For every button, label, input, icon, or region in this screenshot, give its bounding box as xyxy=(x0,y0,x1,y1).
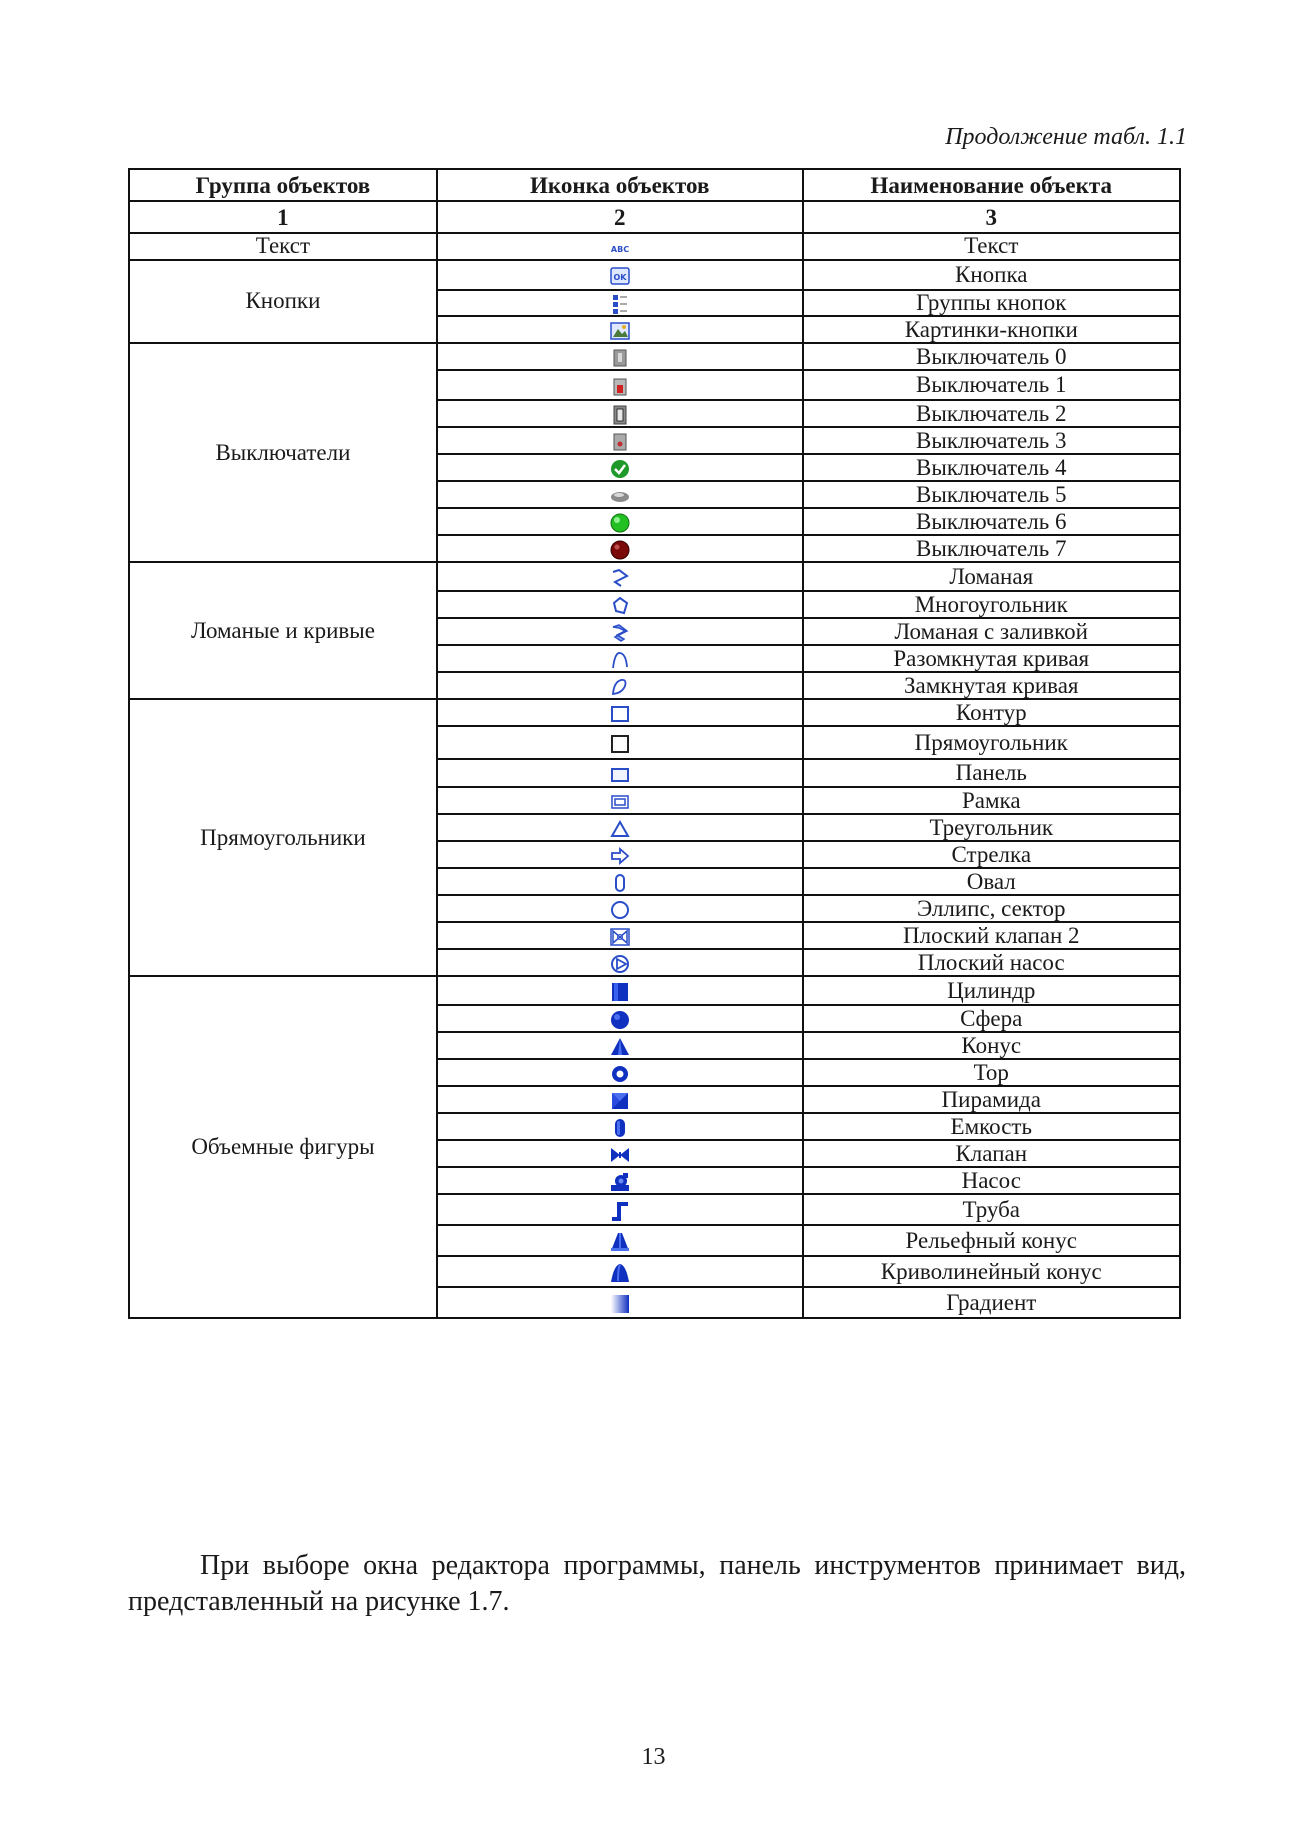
group-name: Объемные фигуры xyxy=(129,976,437,1318)
object-name: Насос xyxy=(803,1167,1180,1194)
object-icon-cell xyxy=(437,1005,803,1032)
table-row xyxy=(129,260,1180,290)
cone-icon xyxy=(609,1036,631,1058)
pipe-icon xyxy=(609,1200,631,1222)
curved-cone-icon xyxy=(609,1262,631,1284)
object-name: Ломаная с заливкой xyxy=(803,618,1180,645)
svg-text:OK: OK xyxy=(613,273,627,283)
object-icon-cell xyxy=(437,672,803,699)
object-name: Цилиндр xyxy=(803,976,1180,1005)
object-name: Рельефный конус xyxy=(803,1225,1180,1256)
object-icon-cell xyxy=(437,868,803,895)
object-icon-cell xyxy=(437,645,803,672)
object-name: Выключатель 3 xyxy=(803,427,1180,454)
header-group: Группа объектов xyxy=(129,169,437,201)
object-name: Плоский клапан 2 xyxy=(803,922,1180,949)
object-name: Выключатель 5 xyxy=(803,481,1180,508)
panel-icon xyxy=(609,764,631,786)
object-name: Ломаная xyxy=(803,562,1180,591)
object-icon-cell xyxy=(437,591,803,618)
object-name: Клапан xyxy=(803,1140,1180,1167)
object-name: Плоский насос xyxy=(803,949,1180,976)
object-name: Сфера xyxy=(803,1005,1180,1032)
object-icon-cell xyxy=(437,535,803,562)
object-icon-cell xyxy=(437,1113,803,1140)
object-name: Криволинейный конус xyxy=(803,1256,1180,1287)
object-name: Контур xyxy=(803,699,1180,726)
object-icon-cell xyxy=(437,1059,803,1086)
switch-1-icon xyxy=(609,376,631,398)
filled-polyline-icon xyxy=(609,622,631,644)
object-icon-cell xyxy=(437,895,803,922)
svg-text:ABC: ABC xyxy=(610,244,629,254)
flat-pump-icon xyxy=(609,953,631,975)
ok-button-icon xyxy=(609,265,631,287)
object-name: Картинки-кнопки xyxy=(803,316,1180,343)
object-icon-cell xyxy=(437,1194,803,1225)
object-name: Замкнутая кривая xyxy=(803,672,1180,699)
group-name: Ломаные и кривые xyxy=(129,562,437,699)
object-name: Рамка xyxy=(803,787,1180,814)
object-icon-cell xyxy=(437,233,803,260)
table-row xyxy=(129,699,1180,726)
table-continuation-caption: Продолжение табл. 1.1 xyxy=(945,124,1187,150)
object-icon-cell xyxy=(437,508,803,535)
object-icon-cell xyxy=(437,1086,803,1113)
object-icon-cell xyxy=(437,922,803,949)
object-icon-cell xyxy=(437,290,803,317)
switch-0-icon xyxy=(609,347,631,369)
table-row xyxy=(129,562,1180,591)
object-icon-cell xyxy=(437,949,803,976)
sphere-icon xyxy=(609,1009,631,1031)
group-name: Текст xyxy=(129,233,437,260)
object-name: Группы кнопок xyxy=(803,290,1180,317)
body-paragraph xyxy=(128,1548,1186,1620)
object-icon-cell xyxy=(437,562,803,591)
object-icon-cell xyxy=(437,316,803,343)
object-icon-cell xyxy=(437,1167,803,1194)
table-row xyxy=(129,233,1180,260)
header-name: Наименование объекта xyxy=(803,169,1180,201)
cylinder-icon xyxy=(609,981,631,1003)
object-icon-cell xyxy=(437,260,803,290)
group-name: Выключатели xyxy=(129,343,437,562)
object-name: Градиент xyxy=(803,1287,1180,1318)
polyline-icon xyxy=(609,567,631,589)
torus-icon xyxy=(609,1063,631,1085)
pump-icon xyxy=(609,1171,631,1193)
paragraph-text: При выборе окна редактора программы, панель инструментов принимает вид, представленный на рисунке 1.7. xyxy=(128,1550,1186,1617)
valve-icon xyxy=(609,1144,631,1166)
object-name: Пирамида xyxy=(803,1086,1180,1113)
table-header-row xyxy=(129,169,1180,201)
object-icon-cell xyxy=(437,787,803,814)
object-icon-cell xyxy=(437,1287,803,1318)
flat-valve-icon xyxy=(609,926,631,948)
abc-text-icon xyxy=(609,237,631,259)
object-name: Выключатель 6 xyxy=(803,508,1180,535)
object-name: Текст xyxy=(803,233,1180,260)
object-icon-cell xyxy=(437,1256,803,1287)
object-icon-cell xyxy=(437,1225,803,1256)
object-icon-cell xyxy=(437,618,803,645)
object-name: Труба xyxy=(803,1194,1180,1225)
object-icon-cell xyxy=(437,454,803,481)
object-icon-cell xyxy=(437,759,803,787)
open-curve-icon xyxy=(609,649,631,671)
object-icon-cell xyxy=(437,427,803,454)
rectangle-icon xyxy=(609,733,631,755)
object-name: Выключатель 7 xyxy=(803,535,1180,562)
object-icon-cell xyxy=(437,481,803,508)
object-name: Конус xyxy=(803,1032,1180,1059)
triangle-icon xyxy=(609,818,631,840)
picture-button-icon xyxy=(609,320,631,342)
group-name: Кнопки xyxy=(129,260,437,343)
polygon-icon xyxy=(609,595,631,617)
frame-icon xyxy=(609,791,631,813)
ellipse-icon xyxy=(609,899,631,921)
switch-7-icon xyxy=(609,539,631,561)
object-name: Многоугольник xyxy=(803,591,1180,618)
switch-4-icon xyxy=(609,458,631,480)
table-row xyxy=(129,976,1180,1005)
colnum-1: 1 xyxy=(129,201,437,233)
object-name: Кнопка xyxy=(803,260,1180,290)
object-name: Эллипс, сектор xyxy=(803,895,1180,922)
object-name: Треугольник xyxy=(803,814,1180,841)
relief-cone-icon xyxy=(609,1231,631,1253)
switch-3-icon xyxy=(609,431,631,453)
object-name: Выключатель 1 xyxy=(803,370,1180,400)
object-icon-cell xyxy=(437,726,803,759)
switch-2-icon xyxy=(609,404,631,426)
object-icon-cell xyxy=(437,400,803,427)
colnum-2: 2 xyxy=(437,201,803,233)
button-group-icon xyxy=(609,293,631,315)
object-name: Овал xyxy=(803,868,1180,895)
pyramid-icon xyxy=(609,1090,631,1112)
object-name: Стрелка xyxy=(803,841,1180,868)
contour-icon xyxy=(609,703,631,725)
object-name: Панель xyxy=(803,759,1180,787)
object-name: Выключатель 0 xyxy=(803,343,1180,370)
object-name: Емкость xyxy=(803,1113,1180,1140)
object-name: Выключатель 2 xyxy=(803,400,1180,427)
group-name: Прямоугольники xyxy=(129,699,437,976)
object-name: Разомкнутая кривая xyxy=(803,645,1180,672)
header-icon: Иконка объектов xyxy=(437,169,803,201)
object-icon-cell xyxy=(437,1140,803,1167)
object-name: Тор xyxy=(803,1059,1180,1086)
table-colnum-row xyxy=(129,201,1180,233)
gradient-icon xyxy=(609,1293,631,1315)
arrow-icon xyxy=(609,845,631,867)
tank-icon xyxy=(609,1117,631,1139)
object-icon-cell xyxy=(437,343,803,370)
object-name: Прямоугольник xyxy=(803,726,1180,759)
objects-table xyxy=(128,168,1181,1319)
object-icon-cell xyxy=(437,370,803,400)
colnum-3: 3 xyxy=(803,201,1180,233)
object-icon-cell xyxy=(437,976,803,1005)
object-icon-cell xyxy=(437,814,803,841)
oval-icon xyxy=(609,872,631,894)
object-icon-cell xyxy=(437,699,803,726)
switch-6-icon xyxy=(609,512,631,534)
object-icon-cell xyxy=(437,1032,803,1059)
page-number: 13 xyxy=(641,1744,666,1770)
table-row xyxy=(129,343,1180,370)
object-name: Выключатель 4 xyxy=(803,454,1180,481)
closed-curve-icon xyxy=(609,676,631,698)
switch-5-icon xyxy=(609,485,631,507)
object-icon-cell xyxy=(437,841,803,868)
